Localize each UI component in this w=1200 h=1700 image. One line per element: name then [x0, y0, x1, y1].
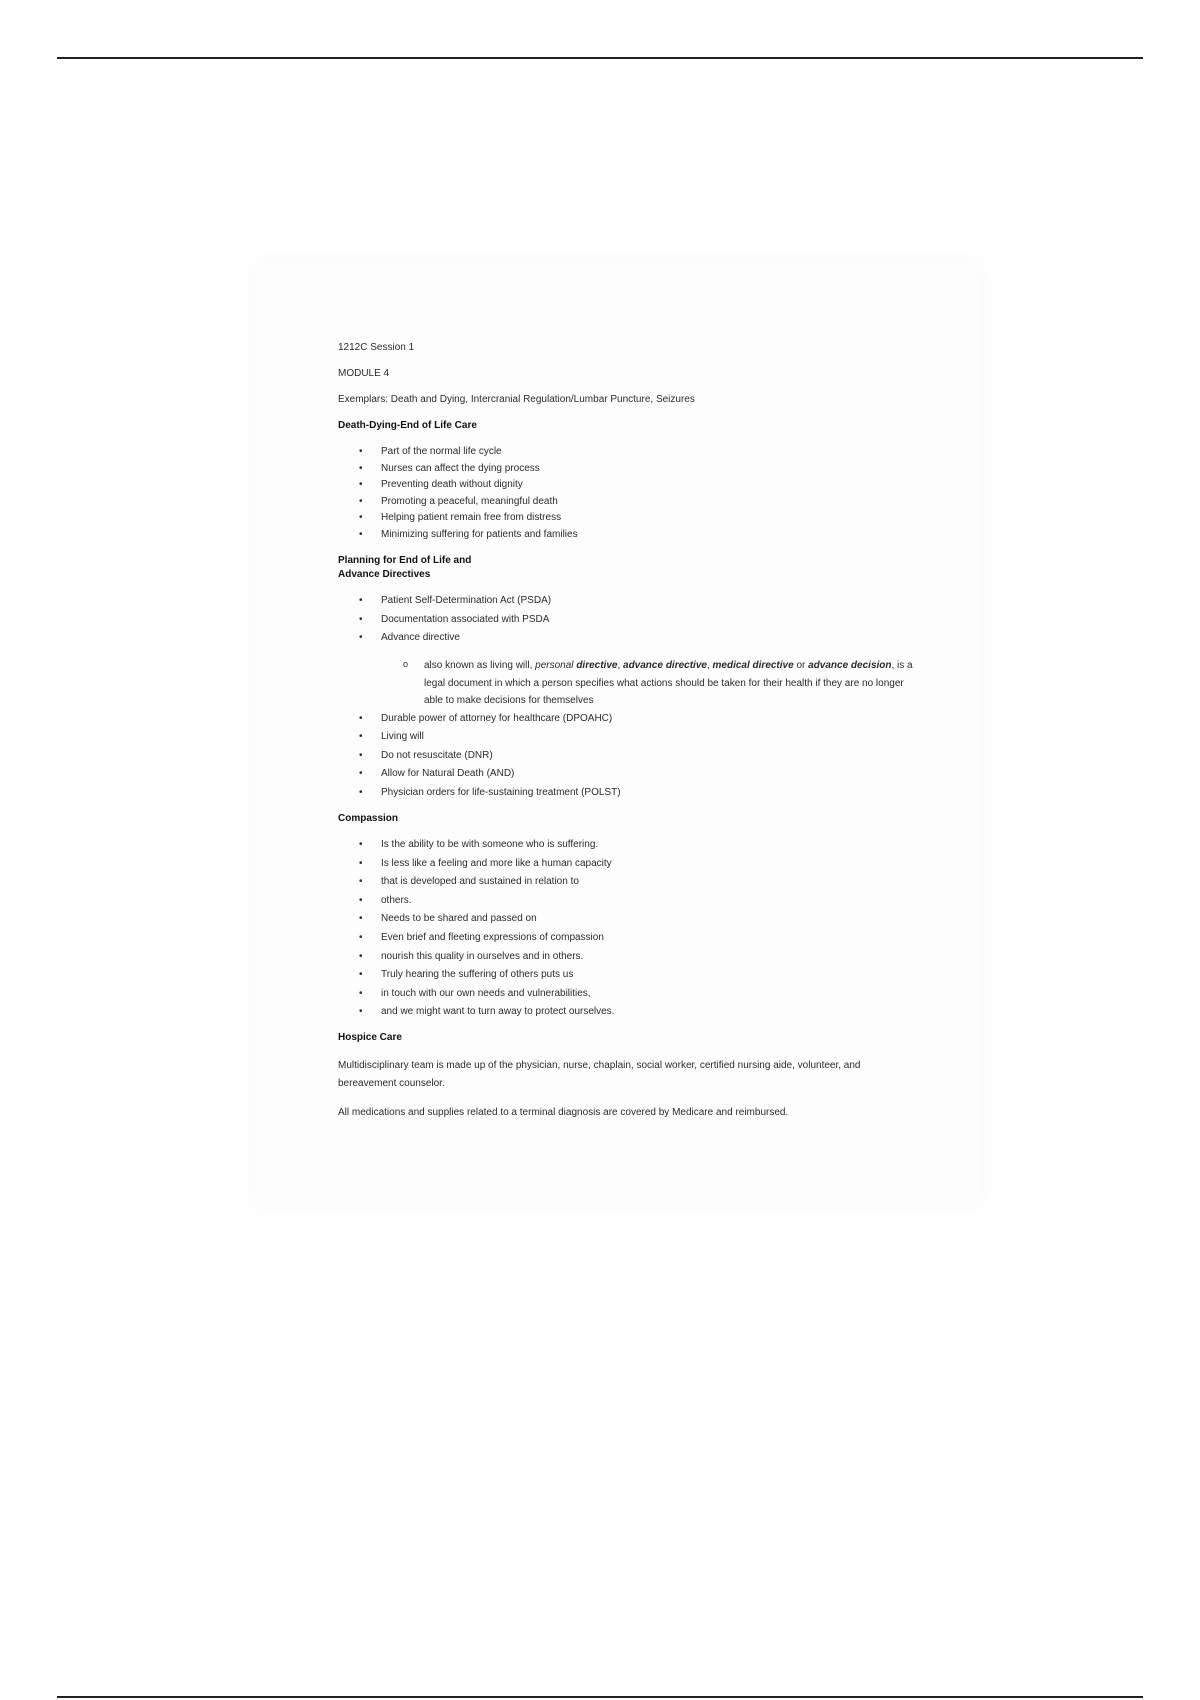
list-item: • Minimizing suffering for patients and families: [338, 528, 918, 542]
list-item: • in touch with our own needs and vulnerabilities,: [338, 987, 918, 1001]
session-title: 1212C Session 1: [338, 342, 415, 353]
document-content: [338, 341, 918, 1134]
definition-term: advance decision: [808, 660, 892, 672]
death-dying-list: [338, 445, 918, 542]
list-item: • Durable power of attorney for healthcare (DPOAHC): [338, 712, 918, 726]
compassion-heading: Compassion: [338, 813, 399, 825]
module-title: MODULE 4: [338, 368, 390, 379]
definition-italic: personal: [535, 660, 574, 672]
list-item: • Living will: [338, 730, 918, 744]
list-item: • Part of the normal life cycle: [338, 445, 918, 459]
definition-term: medical directive: [712, 660, 794, 672]
definition-term: advance directive: [623, 660, 707, 672]
definition-text: ,: [706, 660, 713, 672]
top-rule: [57, 57, 1143, 59]
planning-heading-line1: Planning for End of Life and: [338, 554, 472, 566]
definition-text: , is a legal document in which a person specifies what actions should be taken for their health if they are no longer able to make decisions for themselves: [424, 660, 913, 707]
hospice-paragraph-medicare: All medications and supplies related to a terminal diagnosis are covered by Medicare and reimbursed.: [338, 1107, 789, 1119]
list-item: • Is less like a feeling and more like a human capacity: [338, 857, 918, 871]
definition-text: also known as living will,: [424, 660, 536, 672]
list-item: • Advance directive: [338, 631, 918, 645]
definition-term: directive: [576, 660, 618, 672]
list-item: • Do not resuscitate (DNR): [338, 749, 918, 763]
bottom-rule: [57, 1696, 1143, 1698]
planning-list-continued: [338, 712, 918, 800]
planning-heading-line2: Advance Directives: [338, 568, 431, 580]
hospice-heading: Hospice Care: [338, 1032, 402, 1044]
advance-directive-definition: [338, 657, 918, 710]
death-dying-heading: Death-Dying-End of Life Care: [338, 420, 477, 431]
list-item: • Promoting a peaceful, meaningful death: [338, 495, 918, 509]
list-item: • Nurses can affect the dying process: [338, 462, 918, 476]
list-item: • Patient Self-Determination Act (PSDA): [338, 594, 918, 608]
list-item: • Is the ability to be with someone who is suffering.: [338, 838, 918, 852]
list-item: • others.: [338, 894, 918, 908]
list-item: • Physician orders for life-sustaining treatment (POLST): [338, 786, 918, 800]
list-item: • Documentation associated with PSDA: [338, 613, 918, 627]
exemplars-line: Exemplars: Death and Dying, Intercranial Regulation/Lumbar Puncture, Seizures: [338, 394, 695, 405]
list-item: • Truly hearing the suffering of others puts us: [338, 968, 918, 982]
list-item: • that is developed and sustained in relation to: [338, 875, 918, 889]
list-item: • Allow for Natural Death (AND): [338, 767, 918, 781]
list-item: • Needs to be shared and passed on: [338, 912, 918, 926]
definition-text: ,: [617, 660, 624, 672]
planning-heading: [338, 554, 918, 582]
planning-list: [338, 594, 918, 645]
list-item: • and we might want to turn away to protect ourselves.: [338, 1005, 918, 1019]
list-item: • Helping patient remain free from distress: [338, 511, 918, 525]
compassion-list: [338, 838, 918, 1019]
definition-text: or: [793, 660, 809, 672]
list-item: • nourish this quality in ourselves and in others.: [338, 950, 918, 964]
list-item: • Preventing death without dignity: [338, 478, 918, 492]
list-item: • Even brief and fleeting expressions of compassion: [338, 931, 918, 945]
hospice-paragraph-team: Multidisciplinary team is made up of the physician, nurse, chaplain, social worker, certified nursing aide, volunteer, and bereavement counselor.: [338, 1060, 861, 1089]
